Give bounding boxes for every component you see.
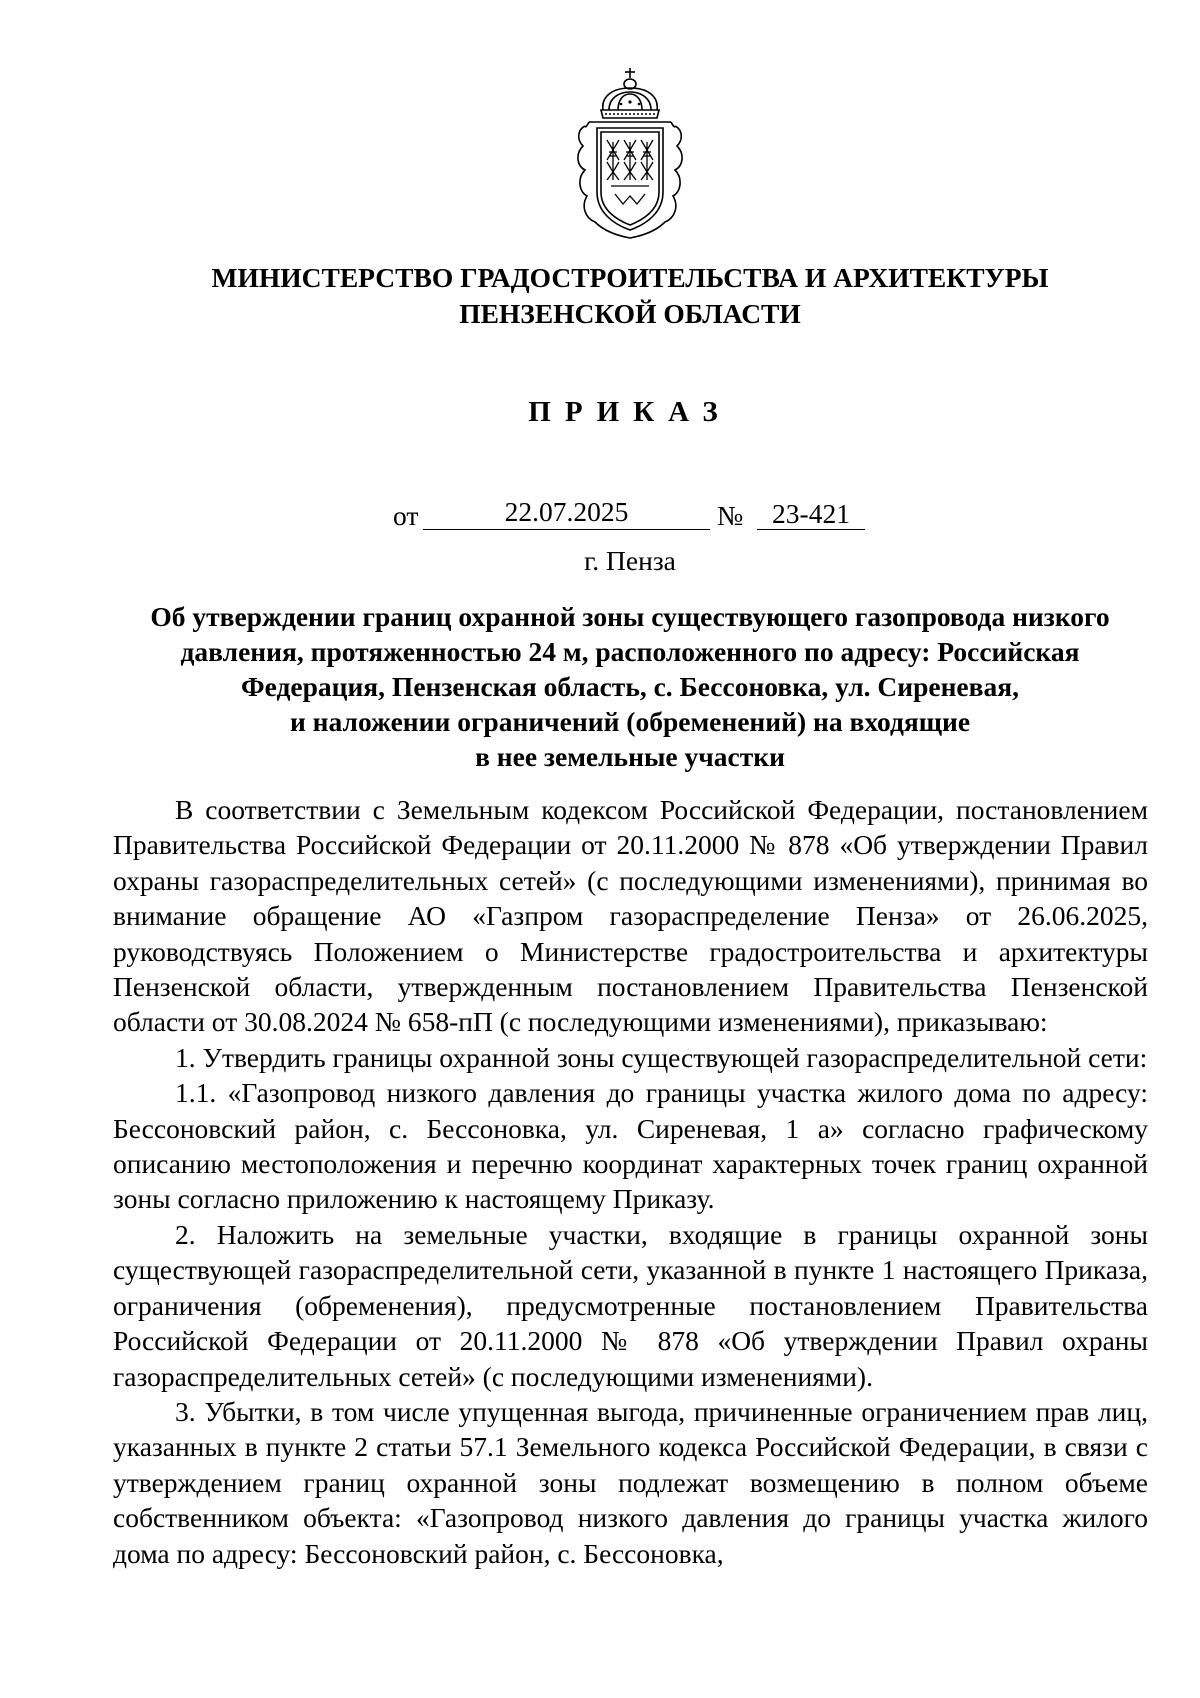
ministry-name [0,260,1200,332]
body-paragraph-preamble: В соответствии с Земельным кодексом Российской Федерации, постановлением Правительства Российской Федерации от 20.11.2000 № 878 «Об утверждении Правил охраны газораспределительных сетей» (с последующими изменениями), принимая во внимание обращение АО «Газпром газораспределение Пенза» от 26.06.2025, руководствуясь Положением о Министерстве градостроительства и архитектуры Пензенской области, утвержденным постановлением Правительства Пензенской области от 30.08.2024 № 658-пП (с последующими изменениями), приказываю: [113,794,1148,1038]
body-paragraph-item-2: 2. Наложить на земельные участки, входящие в границы охранной зоны существующей газораспределительной сети, указанной в пункте 1 настоящего Приказа, ограничения (обременения), предусмотренные постановлением Правительства Российской Федерации от 20.11.2000 № 878 «Об утверждении Правил охраны газораспределительных сетей» (с последующими изменениями). [113,1218,1148,1392]
date-label: от [393,500,419,531]
penza-region-coat-of-arms-emblem [571,66,689,242]
document-type-title: ПРИКАЗ [528,396,732,428]
subject-line-4: и наложении ограничений (обременений) на входящие [289,706,971,737]
subject-line-3: Федерация, Пензенская область, с. Бессоновка, ул. Сиреневая, [240,671,1019,702]
document-number: 23-421 [772,498,850,529]
subject-line-2: давления, протяженностью 24 м, расположенного по адресу: Российская [180,636,1080,667]
subject-line-1: Об утверждении границ охранной зоны существующего газопровода низкого [150,601,1110,632]
body-paragraph-item-1: 1. Утвердить границы охранной зоны существующей газораспределительной сети: [175,1041,1148,1073]
subject-line-5: в нее земельные участки [475,741,785,772]
ministry-name-line-2: ПЕНЗЕНСКОЙ ОБЛАСТИ [459,298,801,329]
date-underline [423,529,710,530]
document-subject [0,599,1200,774]
body-paragraph-item-1-1: 1.1. «Газопровод низкого давления до границы участка жилого дома по адресу: Бессоновский район, с. Бессоновка, ул. Сиреневая, 1 а» согласно графическому описанию местоположения и перечню координат характерных точек границ охранной зоны согласно приложению к настоящему Приказу. [113,1077,1148,1215]
number-label: № [717,500,744,531]
document-meta [0,496,1200,536]
ministry-name-line-1: МИНИСТЕРСТВО ГРАДОСТРОИТЕЛЬСТВА И АРХИТЕКТУРЫ [211,262,1049,293]
body-paragraph-item-3: 3. Убытки, в том числе упущенная выгода, причиненные ограничением прав лиц, указанных в пункте 2 статьи 57.1 Земельного кодекса Российской Федерации, в связи с утверждением границ охранной зоны подлежат возмещению в полном объеме собственником объекта: «Газопровод низкого давления до границы участка жилого дома по адресу: Бессоновский район, с. Бессоновка, [113,1395,1148,1569]
document-body [113,792,1148,1571]
document-date: 22.07.2025 [504,496,629,527]
document-city: г. Пенза [584,545,676,576]
